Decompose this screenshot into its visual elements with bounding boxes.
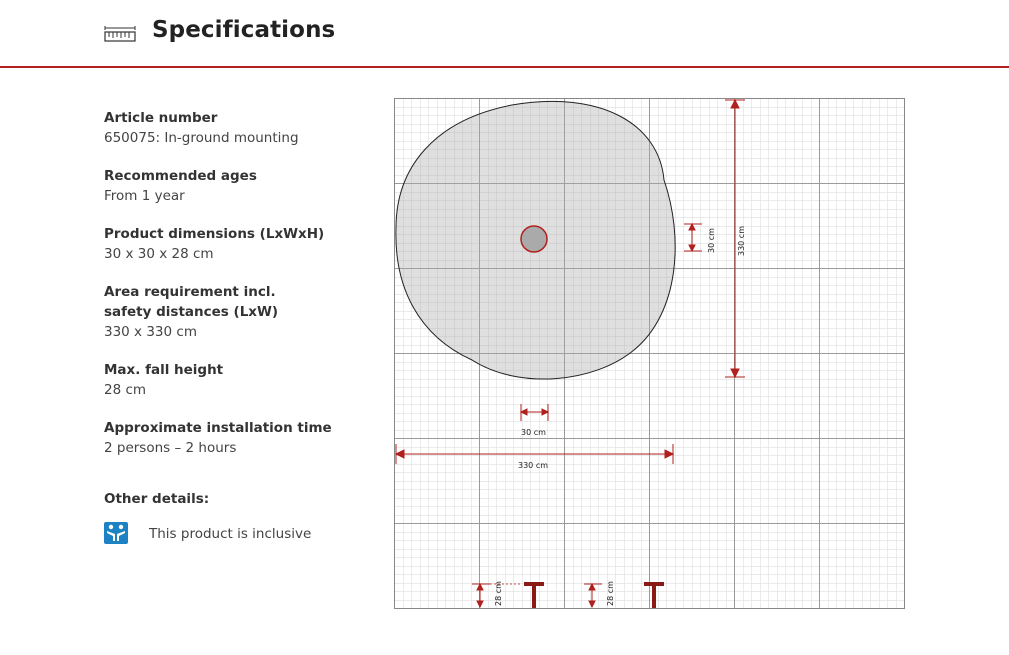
spec-label: Product dimensions (LxWxH) [104,226,325,242]
product-top-view [521,226,547,252]
ruler-icon [104,26,136,42]
spec-value: 28 cm [104,382,147,398]
spec-label: Article number [104,110,218,126]
page-title: Specifications [152,17,336,43]
spec-label: Max. fall height [104,362,224,378]
dimension-label-area-width: 330 cm [518,461,549,470]
spec-label-line2: safety distances (LxW) [104,304,279,320]
spec-recommended-ages [104,166,364,206]
spec-value: 330 x 330 cm [104,324,197,340]
spec-max-fall-height [104,360,364,400]
dimension-product-width [521,404,548,421]
dimension-label-product-width: 30 cm [521,428,546,437]
spec-area-requirement [104,282,364,342]
inclusive-text: This product is inclusive [149,526,312,542]
other-details [104,489,209,509]
spec-label: Approximate installation time [104,420,332,436]
dimension-label-area-depth: 330 cm [737,225,746,256]
dimension-product-depth [684,224,702,251]
spec-value: 2 persons – 2 hours [104,440,237,456]
other-details-label: Other details: [104,491,210,507]
product-side-view-left [472,582,544,608]
dimension-label-height-right: 28 cm [606,581,615,606]
section-header [0,0,1009,68]
spec-label: Area requirement incl. [104,284,276,300]
inclusive-icon [104,522,128,544]
spec-value: 30 x 30 x 28 cm [104,246,214,262]
spec-product-dimensions [104,224,364,264]
dimension-label-height-left: 28 cm [494,581,503,606]
dimension-drawing [394,98,905,609]
spec-label: Recommended ages [104,168,257,184]
spec-value: 650075: In-ground mounting [104,130,299,146]
spec-article-number [104,108,364,148]
spec-installation-time [104,418,364,458]
product-side-view-right [584,582,664,608]
dimension-label-product-depth: 30 cm [707,228,716,253]
spec-value: From 1 year [104,188,185,204]
specs-list [104,108,364,476]
